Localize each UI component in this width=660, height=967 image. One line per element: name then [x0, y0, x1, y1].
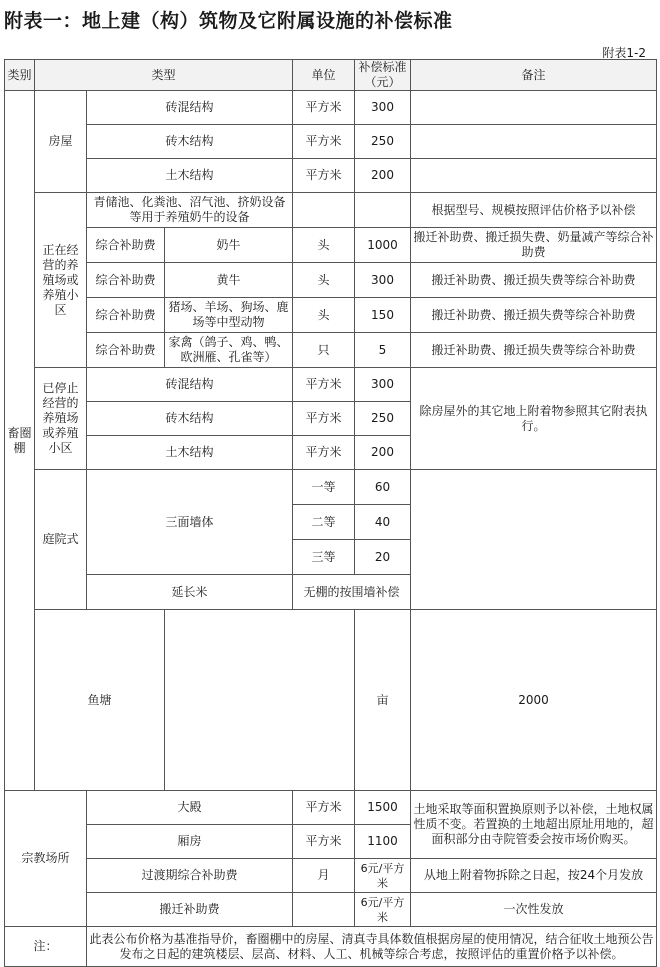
compensation-table	[4, 59, 657, 967]
header-price: 补偿标准（元）	[355, 60, 411, 91]
table-row	[5, 893, 657, 927]
remark-cell: 根据型号、规模按照评估价格予以补偿	[411, 193, 657, 228]
header-type: 类型	[35, 60, 293, 91]
category-fishpond: 鱼塘	[35, 610, 165, 791]
unit-cell: 月	[293, 859, 355, 893]
price-cell: 1500	[355, 791, 411, 825]
page-title: 附表一：地上建（构）筑物及它附属设施的补偿标准	[4, 10, 453, 32]
unit-cell: 头	[293, 228, 355, 263]
animal-type: 奶牛	[165, 228, 293, 263]
subsidy-name: 综合补助费	[87, 333, 165, 368]
header-remark: 备注	[411, 60, 657, 91]
price-cell: 300	[355, 368, 411, 402]
price-cell: 150	[355, 298, 411, 333]
price-cell: 5	[355, 333, 411, 368]
subsidy-name: 综合补助费	[87, 263, 165, 298]
type-cell: 砖混结构	[87, 91, 293, 125]
table-row	[5, 91, 657, 125]
table-number: 附表1-2	[602, 46, 646, 60]
type-cell: 三面墙体	[87, 470, 293, 575]
animal-type: 黄牛	[165, 263, 293, 298]
table-row	[5, 263, 657, 298]
remark-cell: 除房屋外的其它地上附着物参照其它附表执行。	[411, 368, 657, 470]
grade-cell: 一等	[293, 470, 355, 505]
unit-cell: 平方米	[293, 368, 355, 402]
subcategory-stopped: 已停止经营的养殖场或养殖小区	[35, 368, 87, 470]
price-cell: 6元/平方米	[355, 893, 411, 927]
price-cell: 2000	[411, 610, 657, 791]
remark-cell: 搬迁补助费、搬迁损失费等综合补助费	[411, 333, 657, 368]
remark-cell: 一次性发放	[411, 893, 657, 927]
subsidy-name: 综合补助费	[87, 298, 165, 333]
category-livestock: 畜圈棚	[5, 91, 35, 791]
type-cell: 砖木结构	[87, 402, 293, 436]
type-cell: 大殿	[87, 791, 293, 825]
type-cell: 延长米	[87, 575, 293, 610]
remark-cell: 搬迁补助费、搬迁损失费等综合补助费	[411, 298, 657, 333]
type-cell: 青储池、化粪池、沼气池、挤奶设备等用于养殖奶牛的设备	[87, 193, 293, 228]
price-cell: 1000	[355, 228, 411, 263]
type-cell: 厢房	[87, 825, 293, 859]
unit-cell: 平方米	[293, 402, 355, 436]
grade-cell: 二等	[293, 505, 355, 540]
type-cell: 砖混结构	[87, 368, 293, 402]
table-row	[5, 791, 657, 825]
table-row	[5, 610, 657, 791]
unit-cell: 头	[293, 263, 355, 298]
type-cell: 土木结构	[87, 436, 293, 470]
table-row	[5, 228, 657, 263]
remark-cell: 土地采取等面积置换原则予以补偿，土地权属性质不变。若置换的土地超出原址用地的，超面积部分由寺院管委会按市场价购买。	[411, 791, 657, 859]
note-text: 此表公布价格为基准指导价，畜圈棚中的房屋、清真寺具体数值根据房屋的使用情况，结合征收土地预公告发布之日起的建筑楼层、层高、材料、人工、机械等综合考虑，按照评估的重置价格予以补偿。	[87, 927, 657, 967]
header-category: 类别	[5, 60, 35, 91]
type-cell: 砖木结构	[87, 125, 293, 159]
price-cell: 20	[355, 540, 411, 575]
unit-cell: 平方米	[293, 91, 355, 125]
unit-cell: 平方米	[293, 159, 355, 193]
type-cell: 搬迁补助费	[87, 893, 293, 927]
remark-cell	[411, 159, 657, 193]
price-cell	[355, 193, 411, 228]
remark-cell: 搬迁补助费、搬迁损失费等综合补助费	[411, 263, 657, 298]
header-unit: 单位	[293, 60, 355, 91]
subsidy-name: 综合补助费	[87, 228, 165, 263]
price-cell: 200	[355, 159, 411, 193]
type-cell: 过渡期综合补助费	[87, 859, 293, 893]
header-row	[5, 60, 657, 91]
unit-cell	[293, 193, 355, 228]
price-cell: 250	[355, 402, 411, 436]
subcategory-courtyard: 庭院式	[35, 470, 87, 610]
price-cell: 300	[355, 263, 411, 298]
note-label: 注：	[5, 927, 87, 967]
price-cell: 60	[355, 470, 411, 505]
table-row	[5, 470, 657, 505]
table-row	[5, 125, 657, 159]
table-row	[5, 159, 657, 193]
unit-cell	[293, 893, 355, 927]
table-row	[5, 333, 657, 368]
unit-cell: 亩	[355, 610, 411, 791]
unit-cell: 头	[293, 298, 355, 333]
unit-cell: 平方米	[293, 791, 355, 825]
subcategory-house: 房屋	[35, 91, 87, 193]
remark-cell	[411, 125, 657, 159]
price-cell: 40	[355, 505, 411, 540]
category-religious: 宗教场所	[5, 791, 87, 927]
unit-cell: 平方米	[293, 125, 355, 159]
note-row	[5, 927, 657, 967]
type-cell: 土木结构	[87, 159, 293, 193]
animal-type: 猪场、羊场、狗场、鹿场等中型动物	[165, 298, 293, 333]
price-cell: 1100	[355, 825, 411, 859]
table-row	[5, 298, 657, 333]
subcategory-operating: 正在经营的养殖场或养殖小区	[35, 193, 87, 368]
grade-cell: 三等	[293, 540, 355, 575]
unit-cell: 平方米	[293, 436, 355, 470]
price-cell: 200	[355, 436, 411, 470]
table-row	[5, 193, 657, 228]
remark-cell	[411, 91, 657, 125]
price-cell: 250	[355, 125, 411, 159]
unit-cell: 平方米	[293, 825, 355, 859]
unit-cell: 只	[293, 333, 355, 368]
remark-cell: 搬迁补助费、搬迁损失费、奶量减产等综合补助费	[411, 228, 657, 263]
value-cell: 无棚的按围墙补偿	[293, 575, 411, 610]
animal-type: 家禽（鸽子、鸡、鸭、欧洲雁、孔雀等）	[165, 333, 293, 368]
price-cell: 6元/平方米	[355, 859, 411, 893]
remark-cell: 从地上附着物拆除之日起，按24个月发放	[411, 859, 657, 893]
price-cell: 300	[355, 91, 411, 125]
type-cell	[165, 610, 355, 791]
table-row	[5, 368, 657, 402]
remark-cell	[411, 470, 657, 610]
table-row	[5, 859, 657, 893]
